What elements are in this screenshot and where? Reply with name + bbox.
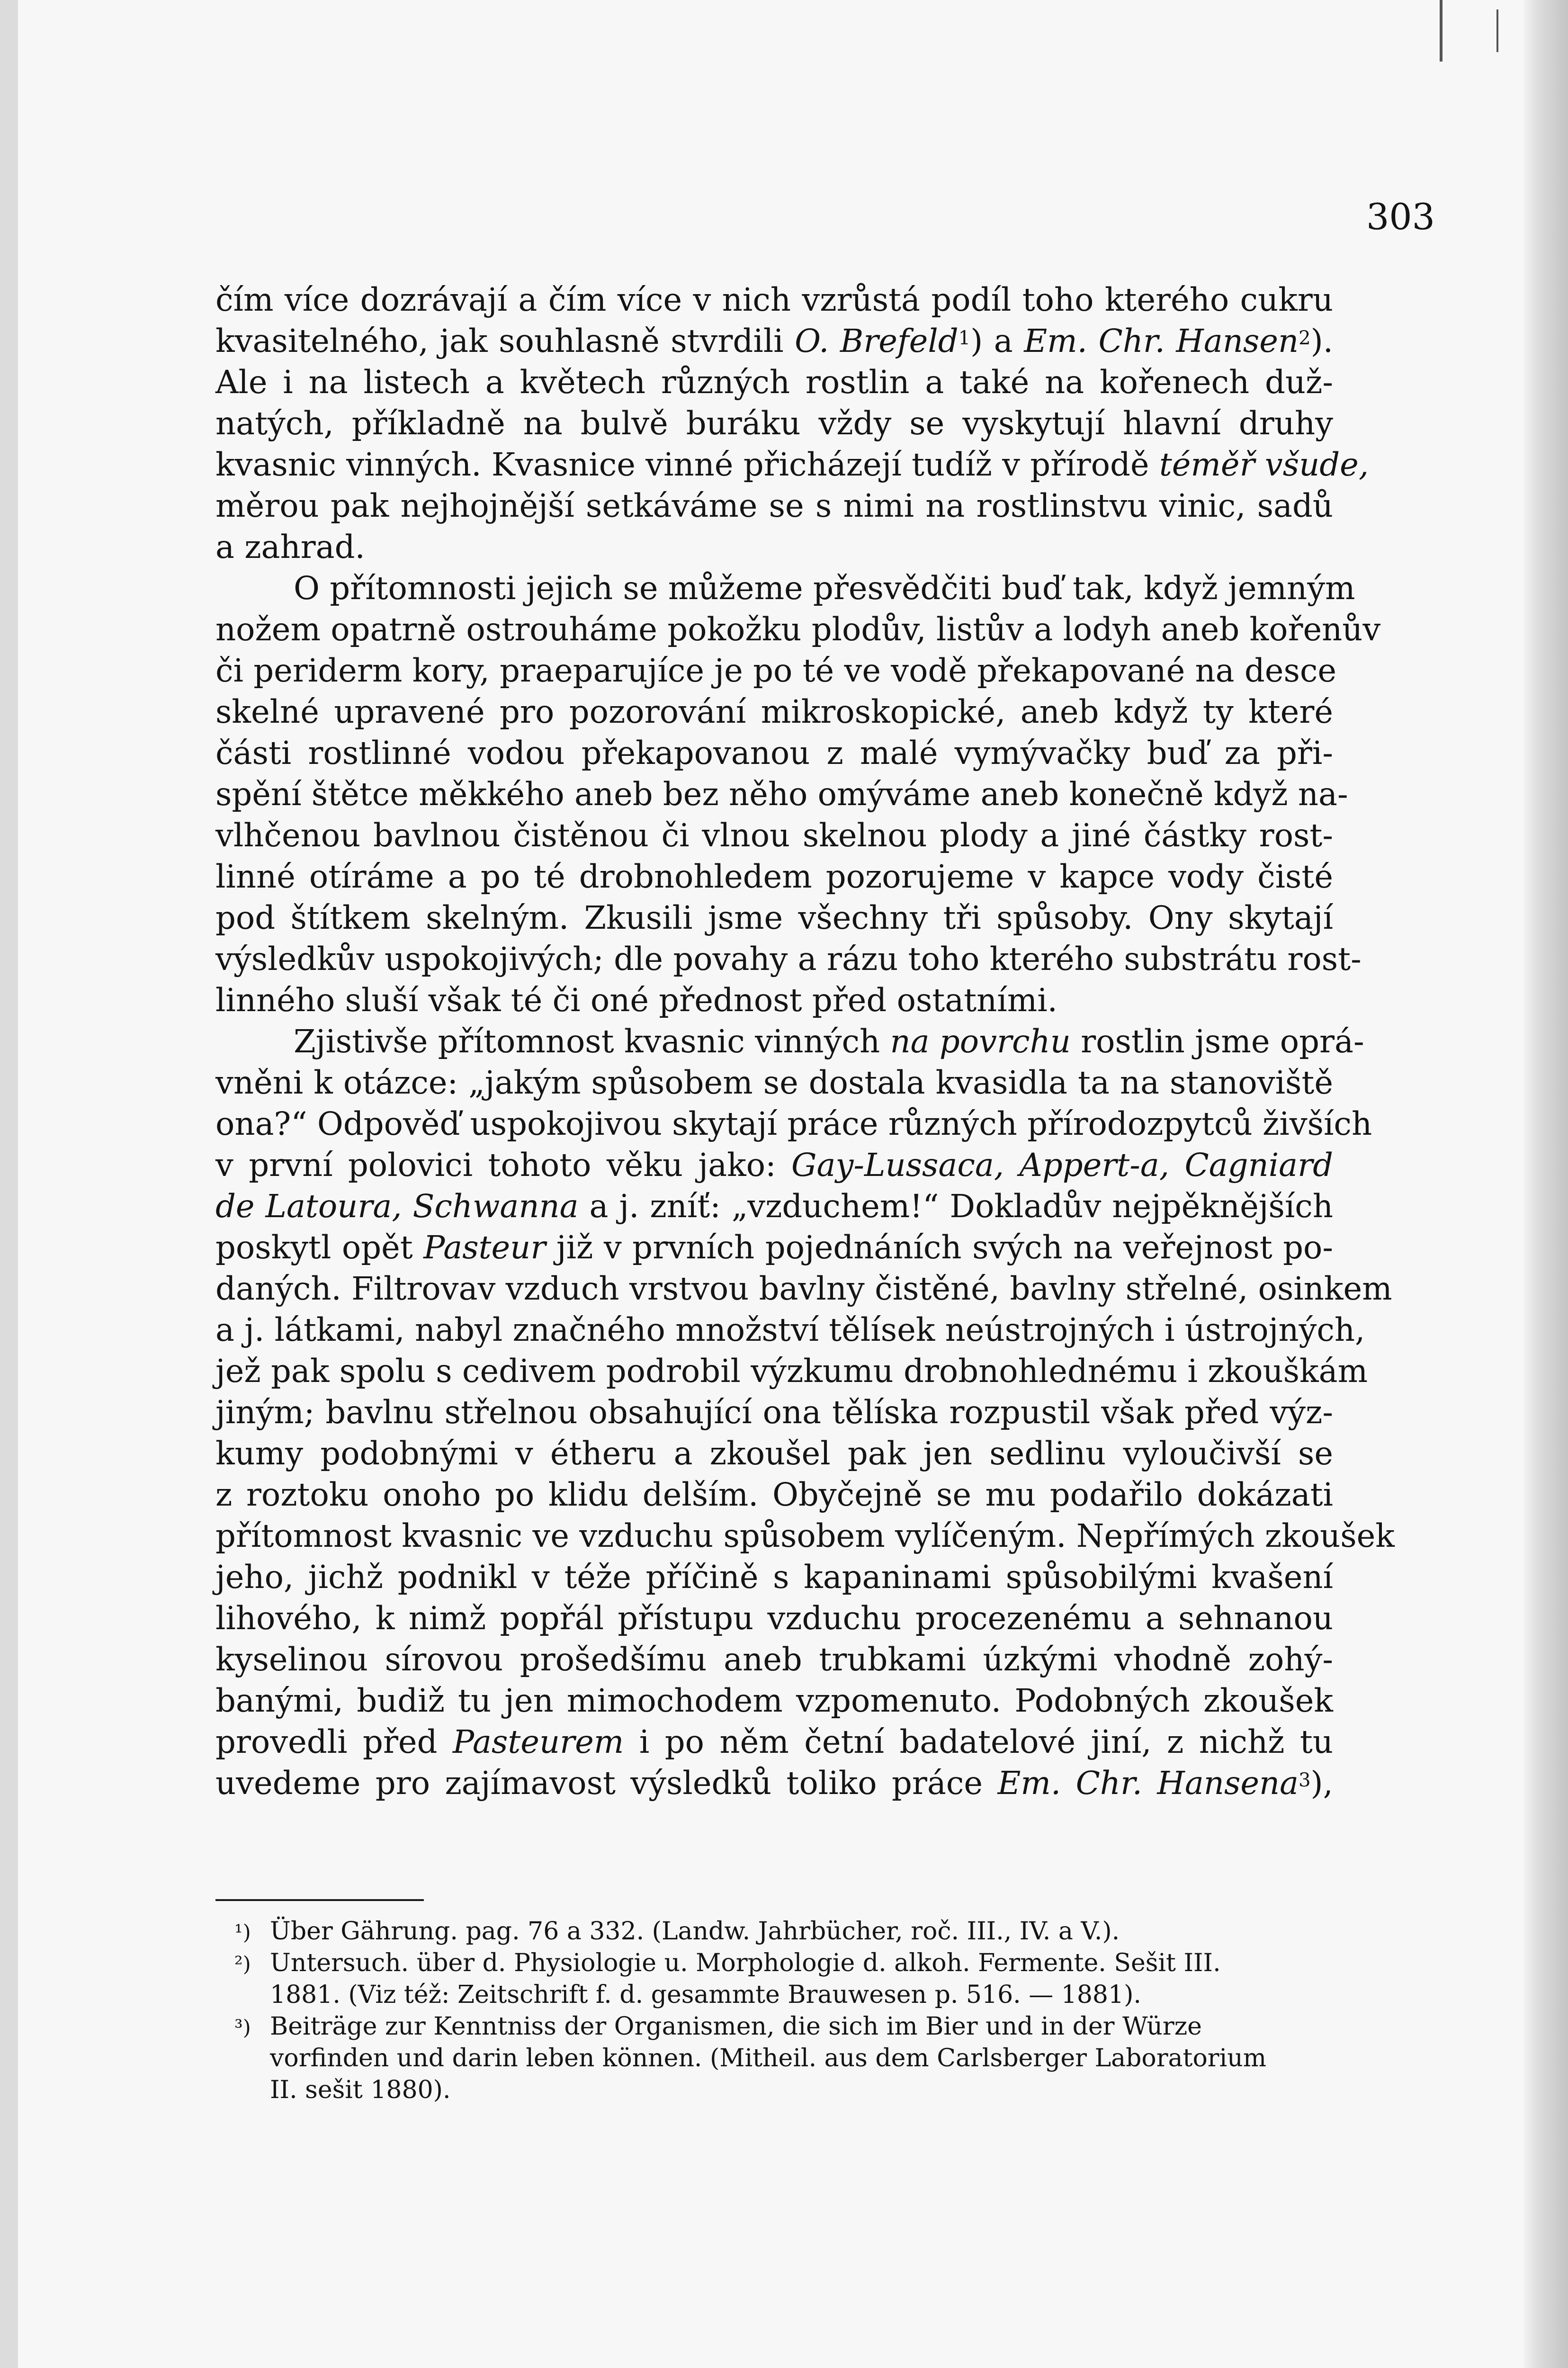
footnote-line: 1881. (Viz též: Zeitschrift f. d. gesammte Brauwesen p. 516. — 1881). <box>270 1981 1141 2009</box>
text-line: linného sluší však té či oné přednost před ostatními. <box>215 982 1057 1019</box>
footnote-text: Über Gährung. pag. 76 a 332. (Landw. Jahrbücher, roč. III., IV. a V.). <box>270 1917 1120 1946</box>
text-line <box>215 1145 1333 1186</box>
footnote-number: ¹) <box>234 1920 251 1945</box>
page-number: 303 <box>1366 196 1435 238</box>
text-span: ) a <box>970 323 1013 359</box>
text-span: rostlin jsme oprá- <box>1081 1023 1364 1060</box>
text-line: banými, budiž tu jen mimochodem vzpomenuto. Podobných zkoušek <box>215 1682 1333 1719</box>
footnote-line: II. sešit 1880). <box>270 2076 451 2104</box>
text-line: měrou pak nejhojnější setkáváme se s nimi na rostlinstvu vinic, sadů <box>215 487 1333 524</box>
footnote-line <box>234 1916 1300 1947</box>
footnote-marker: 1 <box>958 327 971 349</box>
text-line: kyselinou sírovou prošedšímu aneb trubkami úzkými vhodně zohý- <box>215 1641 1333 1678</box>
author-reference: Pasteur <box>423 1229 546 1266</box>
author-reference: O. Brefeld <box>795 323 959 359</box>
text-line: či periderm kory, praeparujíce je po té ve vodě překapované na desce <box>215 652 1337 689</box>
text-line: linné otíráme a po té drobnohledem pozorujeme v kapce vody čisté <box>215 858 1333 895</box>
text-line <box>215 1021 1364 1062</box>
text-line: natých, příkladně na bulvě buráku vždy se vyskytují hlavní druhy <box>215 405 1333 442</box>
text-span: a j. zníť: „vzduchem!“ Dokladův nejpěknějších <box>589 1188 1333 1225</box>
footnote-line: vorfinden und darin leben können. (Mitheil. aus dem Carlsberger Laboratorium <box>270 2044 1267 2072</box>
text-line: pod štítkem skelným. Zkusili jsme všechny tři spůsoby. Ony skytají <box>215 899 1333 936</box>
footnote-marker: 2 <box>1299 327 1311 349</box>
author-reference: Em. Chr. Hansen <box>1024 323 1299 359</box>
text-span: provedli před <box>215 1723 438 1760</box>
text-span: ), <box>1310 1765 1333 1802</box>
footnote-divider <box>215 1899 424 1901</box>
footnote-text: Beiträge zur Kenntniss der Organismen, die sich im Bier und in der Würze <box>270 2012 1202 2041</box>
text-line: přítomnost kvasnic ve vzduchu spůsobem vylíčeným. Nepřímých zkoušek <box>215 1517 1395 1554</box>
text-line: Ale i na listech a květech různých rostlin a také na kořenech duž- <box>215 364 1333 401</box>
footnote-number: ²) <box>234 1952 251 1976</box>
author-reference: de Latoura, Schwanna <box>215 1188 579 1225</box>
author-reference: Gay-Lussaca, Appert-a, Cagniard <box>791 1147 1333 1184</box>
footnote-line <box>234 1947 1300 1979</box>
text-line: vněni k otázce: „jakým spůsobem se dostala kvasidla ta na stanoviště <box>215 1064 1333 1101</box>
text-line: daných. Filtrovav vzduch vrstvou bavlny čistěné, bavlny střelné, osinkem <box>215 1270 1392 1307</box>
text-span: poskytl opět <box>215 1229 413 1266</box>
text-line: a j. látkami, nabyl značného množství tělísek neústrojných i ústrojných, <box>215 1311 1365 1348</box>
emphasis: na povrchu <box>890 1023 1071 1060</box>
body-text <box>215 279 1395 1804</box>
text-line <box>215 1227 1333 1268</box>
footnote-line <box>234 2011 1300 2043</box>
scan-artifact-mark <box>1496 9 1498 52</box>
footnote-text: Untersuch. über d. Physiologie u. Morphologie d. alkoh. Fermente. Sešit III. <box>270 1949 1221 1977</box>
text-line: části rostlinné vodou překapovanou z malé vymývačky buď za při- <box>215 735 1333 771</box>
footnote-marker: 3 <box>1299 1769 1311 1791</box>
emphasis: téměř všude, <box>1159 446 1369 483</box>
text-line <box>215 321 1333 362</box>
text-line: spění štětce měkkého aneb bez něho omýváme aneb konečně když na- <box>215 776 1348 813</box>
text-line <box>215 1722 1333 1763</box>
scan-artifact-mark <box>1440 0 1443 62</box>
text-span: Zjistivše přítomnost kvasnic vinných <box>294 1023 880 1060</box>
text-line: lihového, k nimž popřál přístupu vzduchu procezenému a sehnanou <box>215 1600 1333 1637</box>
author-reference: Pasteurem <box>452 1723 624 1760</box>
text-span: uvedeme pro zajímavost výsledků toliko práce <box>215 1765 983 1802</box>
text-line: jež pak spolu s cedivem podrobil výzkumu drobnohlednému i zkouškám <box>215 1353 1368 1390</box>
footnote-number: ³) <box>234 2016 251 2040</box>
text-line <box>215 1763 1333 1804</box>
text-line: jeho, jichž podnikl v téže příčině s kapaninami spůsobilými kvašení <box>215 1559 1333 1596</box>
text-line: a zahrad. <box>215 529 365 565</box>
text-line <box>215 444 1369 485</box>
text-line: kumy podobnými v étheru a zkoušel pak jen sedlinu vyloučivší se <box>215 1435 1333 1472</box>
footnotes <box>234 1916 1300 2106</box>
text-line: nožem opatrně ostrouháme pokožku plodův, listův a lodyh aneb kořenův <box>215 611 1381 648</box>
scan-border-right <box>1524 0 1568 2368</box>
text-span: i po něm četní badatelové jiní, z nichž tu <box>639 1723 1333 1760</box>
text-line: ona?“ Odpověď uspokojivou skytají práce různých přírodozpytců živších <box>215 1105 1372 1142</box>
text-span: ). <box>1310 323 1333 359</box>
text-line: čím více dozrávají a čím více v nich vzrůstá podíl toho kterého cukru <box>215 281 1333 318</box>
text-line: jiným; bavlnu střelnou obsahující ona tělíska rozpustil však před výz- <box>215 1394 1333 1431</box>
text-span: již v prvních pojednáních svých na veřejnost po- <box>556 1229 1333 1266</box>
text-span: kvasitelného, jak souhlasně stvrdili <box>215 323 784 359</box>
text-span: kvasnic vinných. Kvasnice vinné přicházejí tudíž v přírodě <box>215 446 1149 483</box>
scan-border-left <box>0 0 18 2368</box>
text-line: vlhčenou bavlnou čistěnou či vlnou skelnou plody a jiné částky rost- <box>215 817 1333 854</box>
text-line <box>215 1186 1333 1227</box>
text-span: v první polovici tohoto věku jako: <box>215 1147 776 1184</box>
author-reference: Em. Chr. Hansena <box>997 1765 1299 1802</box>
text-line: O přítomnosti jejich se můžeme přesvědčiti buď tak, když jemným <box>294 570 1355 607</box>
text-line: z roztoku onoho po klidu delším. Obyčejně se mu podařilo dokázati <box>215 1476 1333 1513</box>
text-line: výsledkův uspokojivých; dle povahy a rázu toho kterého substrátu rost- <box>215 941 1362 978</box>
text-line: skelné upravené pro pozorování mikroskopické, aneb když ty které <box>215 693 1333 730</box>
